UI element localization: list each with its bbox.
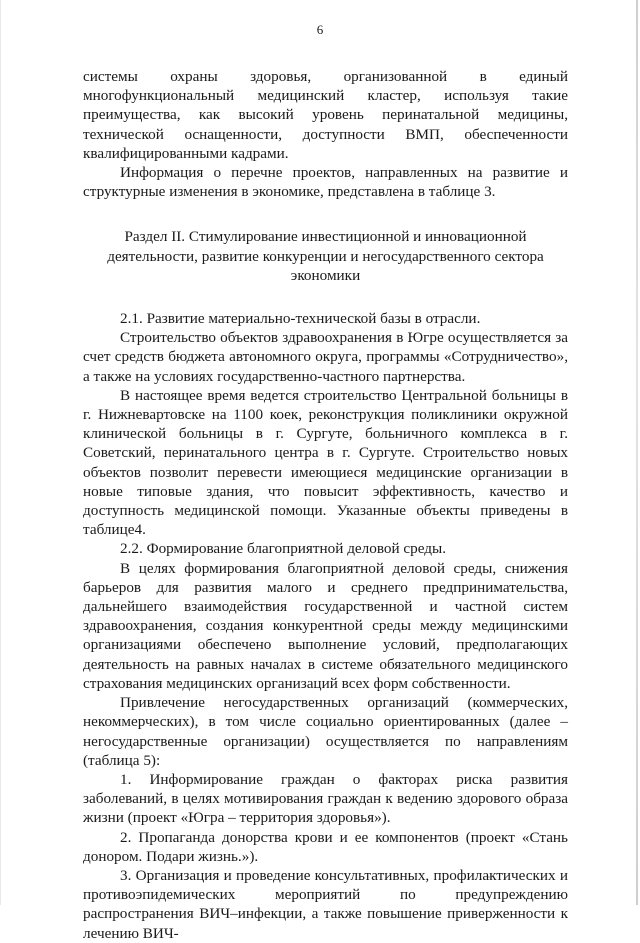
paragraph-table3-reference: Информация о перечне проектов, направленных на развитие и структурные изменения в экономике, представлена в таблице 3. xyxy=(83,164,568,201)
body-text xyxy=(83,67,568,943)
section-heading xyxy=(83,227,568,285)
list-item-3: 3. Организация и проведение консультативных, профилактических и противоэпидемических мероприятий по предупреждению распространения ВИЧ–инфекции, а также повышение приверженности к лечению ВИЧ- xyxy=(83,866,568,942)
paragraph-construction-funding: Строительство объектов здравоохранения в Югре осуществляется за счет средств бюджета автономного округа, программы «Сотрудничество», а также на условиях государственно-частного партнерства. xyxy=(83,329,568,385)
paragraph-health-system: системы охраны здоровья, организованной в единый многофункциональный медицинский кластер, используя такие преимущества, как высокий уровень перинатальной медицины, технической оснащенности, доступности ВМП, обеспеченности квалифицированными кадрами. xyxy=(83,68,568,162)
list-item-1: 1. Информирование граждан о факторах риска развития заболеваний, в целях мотивирования граждан к ведению здорового образа жизни (проект «Югра – территория здоровья»). xyxy=(83,770,568,827)
paragraph-current-construction: В настоящее время ведется строительство Центральной больницы в г. Нижневартовске на 1100 коек, реконструкция поликлиники окружной клинической больницы в г. Сургуте, больничного комплекса в г. Советский, перинатального центра в г. Сургуте. Строительство новых объектов позволит перевести имеющиеся медицинские организации в новые типовые здания, что повысит эффективность, качество и доступность медицинской помощи. Указанные объекты приведены в таблице4. xyxy=(83,386,568,539)
list-item-2: 2. Пропаганда донорства крови и ее компонентов (проект «Стань донором. Подари жизнь.»). xyxy=(83,828,568,865)
page-number: 6 xyxy=(316,22,324,37)
section-heading-line: Раздел II. Стимулирование инвестиционной и инновационной xyxy=(124,228,527,246)
scan-edge-right xyxy=(636,0,638,905)
section-heading-line: деятельности, развитие конкуренции и негосударственного сектора xyxy=(107,247,544,265)
paragraph-nongovernmental-organizations: Привлечение негосударственных организаций (коммерческих, некоммерческих), в том числе социально ориентированных (далее – негосударственные организации) осуществляется по направлениям (таблица 5): xyxy=(83,694,568,769)
subsection-2-2-heading: 2.2. Формирование благоприятной деловой среды. xyxy=(120,540,447,558)
section-heading-line: экономики xyxy=(290,266,361,284)
subsection-2-1-heading: 2.1. Развитие материально-технической базы в отрасли. xyxy=(120,310,481,328)
paragraph-business-environment: В целях формирования благоприятной деловой среды, снижения барьеров для развития малого и среднего предпринимательства, дальнейшего взаимодействия государственной и частной систем здравоохранения, создания конкурентной среды между медицинскими организациями обеспечено выполнение условий, предполагающих деятельность на равных началах в системе обязательного медицинского страхования медицинских организаций всех форм собственности. xyxy=(83,559,568,692)
scan-edge-left xyxy=(0,0,1,905)
